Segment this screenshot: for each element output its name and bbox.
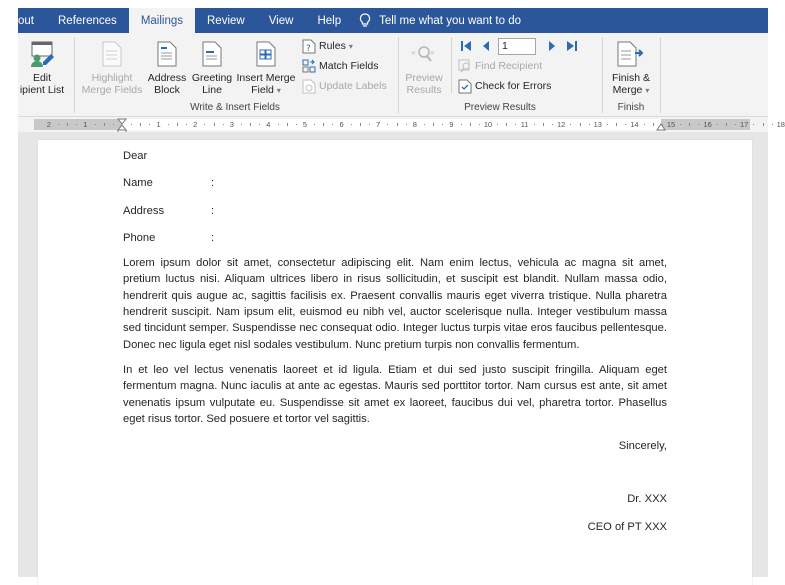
finish-merge-line1: Finish & [612,72,650,84]
first-record-icon [460,40,472,52]
ruler-tick [76,124,77,125]
group-separator [602,37,603,113]
ruler-number: 2 [193,120,198,129]
preview-results-button[interactable] [402,39,446,96]
ruler-tick [772,124,773,125]
document-page[interactable] [38,140,752,585]
ruler-tick [58,124,59,125]
group-separator [398,37,399,113]
check-for-errors-label: Check for Errors [475,80,552,92]
tab-references[interactable]: References [58,14,117,27]
tab-mailings[interactable]: Mailings [129,8,195,33]
update-labels-button[interactable] [302,77,387,95]
chevron-down-icon: ▾ [645,86,650,95]
field-label-address: Address [123,204,165,217]
last-record-button[interactable] [564,38,580,54]
ruler-tick [534,124,535,125]
field-label-name: Name [123,177,153,190]
ruler-number: 8 [412,120,417,129]
ruler-number: 18 [776,120,785,129]
ribbon-mailings [18,33,768,117]
previous-record-icon [481,40,491,52]
ruler-number: 12 [557,120,566,129]
tell-me-placeholder: Tell me what you want to do [379,14,522,27]
ribbon-tab-bar [18,8,768,33]
ruler-number: 1 [156,120,161,129]
salutation: Dear [123,150,148,162]
edit-recipient-list-button[interactable] [16,39,68,96]
ruler-tick [689,123,690,126]
ruler-number: 11 [520,120,529,129]
ruler-tick [296,124,297,125]
tab-layout[interactable]: out [18,14,34,27]
tab-help[interactable]: Help [317,14,342,27]
previous-record-button[interactable] [478,38,494,54]
highlight-line2: Merge Fields [81,84,143,96]
field-separator: : [211,177,215,190]
rules-button[interactable] [302,37,353,55]
ruler-tick [717,124,718,125]
ruler-number: 10 [483,120,493,129]
ruler-tick [589,124,590,125]
tab-review[interactable]: Review [207,14,245,27]
insert-merge-field-line1: Insert Merge [236,72,296,84]
body-paragraph-1: Lorem ipsum dolor sit amet, consectetur adipiscing elit. Nam enim lectus, vehicula ac magna sit amet, pretium luctus nisi. Aliquam ultrices libero in risus sollicitudin, et suscipit est blandit. Nullam massa odio, hendrerit quis augue ac, sagittis facilisis ex. Praesent convallis mauris eget viverra tristique. Nulla pharetra hendrerit suscipit. Nam ipsum elit, euismod eu nibh vel, auctor scelerisque nulla. Integer vestibulum massa sed tincidunt semper. Suspendisse nec consequat odio. Integer luctus turpis vitae eros faucibus pellentesque. Donec nec ligula eget nisl sodales vestibulum. Nunc pretium turpis non convallis fermentum. [123,257,667,351]
svg-text:?: ? [306,43,311,54]
body-paragraph-2: In et leo vel lectus venenatis laoreet et id ligula. Etiam et dui sed justo suscipit fringilla. Aliquam eget fermentum magna. Nunc iaculis at ante ac egestas. Mauris sed porttitor tortor. Nam cursus est ante, sit amet venenatis ipsum vulputate eu. Suspendisse sit amet ex laoreet, faucibus dui vel, pharetra tortor. Phasellus eget risus tortor. Sed posuere et tortor vel sagittis. [123,363,667,425]
ruler-tick [515,124,516,125]
ruler-tick [644,124,645,125]
ruler-number: 6 [339,120,344,129]
ruler-tick [351,124,352,125]
ruler-tick [287,123,288,126]
ruler-tick [506,123,507,126]
rules-icon [302,39,316,54]
merge-field-row-name [123,175,667,191]
check-for-errors-icon [458,79,472,94]
lightbulb-icon [359,13,371,28]
ruler-number: 16 [703,120,712,129]
ruler-tick [314,124,315,125]
ruler-tick [433,123,434,126]
document-body[interactable] [123,148,667,535]
last-record-icon [566,40,578,52]
ruler-number: 2 [46,120,51,129]
ruler-tick [104,123,105,126]
ruler-tick [735,124,736,125]
highlight-merge-fields-button[interactable] [80,39,144,96]
merge-field-row-address [123,203,667,219]
ruler-number: 7 [376,120,381,129]
record-nav-row [458,37,584,55]
ruler-number: 13 [593,120,602,129]
group-label-write-insert: Write & Insert Fields [190,102,280,113]
rules-label: Rules [319,40,346,52]
ruler-tick [497,124,498,125]
ruler-tick [113,124,114,125]
field-label-phone: Phone [123,231,156,244]
find-recipient-icon [458,59,472,73]
ruler-number: 1 [83,120,88,129]
ruler-tick [763,123,764,126]
ruler-tick [580,123,581,126]
greeting-line-line2: Line [202,84,222,96]
ruler-tick [223,124,224,125]
highlight-merge-fields-icon [99,39,125,69]
address-block-line2: Block [154,84,180,96]
ruler-tick [698,124,699,125]
ruler-tick [442,124,443,125]
ruler-tick [214,123,215,126]
greeting-line-line1: Greeting [191,72,233,84]
chevron-down-icon: ▾ [276,86,281,95]
ruler-tick [360,123,361,126]
field-separator: : [211,231,215,244]
ruler-tick [241,124,242,125]
group-separator [451,37,452,93]
group-label-preview-results: Preview Results [464,102,536,113]
chevron-down-icon: ▾ [348,41,353,51]
ruler-tick [461,124,462,125]
preview-results-line2: Results [406,84,442,96]
ruler-tick [653,123,654,126]
ruler-tick [470,123,471,126]
ruler-tick [387,124,388,125]
greeting-line-icon [199,39,225,69]
ruler-tick [140,123,141,126]
first-record-button[interactable] [458,38,474,54]
tell-me-search[interactable] [353,8,521,33]
document-area [18,132,768,577]
ruler-tick [204,124,205,125]
address-block-line1: Address [147,72,187,84]
ruler-tick [323,123,324,126]
tab-view[interactable]: View [268,14,294,27]
find-recipient-label: Find Recipient [475,60,543,72]
ruler-number: 17 [740,120,749,129]
ruler-tick [186,124,187,125]
ruler-number: 5 [302,120,308,129]
closing: Sincerely, [618,440,667,453]
insert-merge-field-icon [253,39,279,69]
word-window [18,8,785,577]
merge-field-row-phone [123,230,667,246]
ruler-tick [250,123,251,126]
preview-results-line1: Preview [405,72,443,84]
address-block-button[interactable] [146,39,188,96]
ruler-tick [680,124,681,125]
next-record-button[interactable] [544,38,560,54]
ruler-tick [131,124,132,125]
ruler-tick [67,123,68,126]
ruler-tick [570,124,571,125]
finish-merge-button[interactable] [608,39,654,97]
svg-text:«: « [411,48,416,57]
ruler-tick [406,124,407,125]
ruler-tick [552,124,553,125]
highlight-line1: Highlight [91,72,133,84]
ruler-tick [177,123,178,126]
insert-merge-field-line2: Field ▾ [251,84,281,96]
ruler-tick [168,124,169,125]
ruler-tick [616,123,617,126]
ruler-tick [726,123,727,126]
svg-text:»: » [430,48,435,57]
record-number-input[interactable] [498,38,536,55]
preview-results-icon [411,39,437,69]
ruler-tick [369,124,370,125]
group-separator [660,37,661,113]
right-indent-marker-icon[interactable] [656,123,666,131]
update-labels-label: Update Labels [319,80,387,92]
next-record-icon [547,40,557,52]
ruler-number: 9 [449,120,454,129]
match-fields-label: Match Fields [319,60,379,72]
match-fields-button[interactable] [302,57,379,75]
ruler-tick [607,124,608,125]
address-block-icon [154,39,180,69]
ruler-tick [278,124,279,125]
ruler-tick [397,123,398,126]
update-labels-icon [302,79,316,94]
ruler-tick [625,124,626,125]
record-navigation [458,33,598,103]
field-separator: : [211,204,215,217]
greeting-line-button[interactable] [190,39,234,96]
check-for-errors-button[interactable] [458,77,551,95]
ruler-tick [95,124,96,125]
ruler-tick [259,124,260,125]
ruler-number: 15 [666,120,676,129]
edit-recipient-line2: ipient List [19,84,65,96]
edit-recipient-line1: Edit [32,72,52,84]
signer-name: Dr. XXX [627,493,667,506]
ruler-tick [424,124,425,125]
ruler-tick [479,124,480,125]
insert-merge-field-button[interactable] [234,39,298,97]
group-separator [74,37,75,113]
finish-merge-line2: Merge ▾ [612,84,650,96]
ruler-number: 14 [630,120,639,129]
match-fields-icon [302,59,316,74]
ruler-number: 4 [266,120,271,129]
edit-recipient-list-icon [29,39,55,69]
ruler-tick [332,124,333,125]
finish-merge-icon [618,39,644,69]
ruler-tick [149,124,150,125]
signer-title: CEO of PT XXX [587,520,667,533]
ruler-number: 3 [229,120,234,129]
group-label-finish: Finish [617,102,645,113]
ruler-tick [753,124,754,125]
ruler-track [34,119,785,130]
ruler-tick [543,123,544,126]
horizontal-ruler[interactable] [18,118,785,132]
find-recipient-button[interactable] [458,57,542,75]
